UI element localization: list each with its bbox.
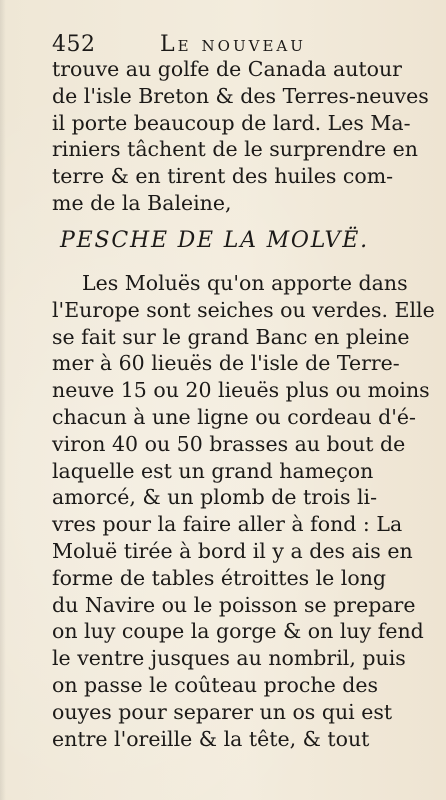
text-line: de l'isle Breton & des Terres-neuves: [52, 83, 429, 108]
text-line: mer à 60 lieuës de l'isle de Terre-: [52, 351, 400, 376]
text-line: forme de tables étroittes le long: [52, 565, 387, 590]
text-line: Moluë tirée à bord il y a des ais en: [52, 538, 413, 563]
page-gutter-shadow: [0, 0, 6, 800]
text-line: il porte beaucoup de lard. Les Ma-: [52, 110, 411, 135]
paragraph-1: [52, 56, 432, 217]
text-line: se fait sur le grand Banc en pleine: [52, 324, 410, 349]
text-line: laquelle est un grand hameçon: [52, 458, 374, 483]
text-line: vres pour la faire aller à fond : La: [52, 512, 403, 537]
text-line: trouve au golfe de Canada autour: [52, 57, 402, 81]
page-number: 452: [52, 32, 96, 57]
text-line: ouyes pour separer un os qui est: [52, 699, 393, 724]
text-line: du Navire ou le poisson se prepare: [52, 592, 416, 617]
text-line: le ventre jusques au nombril, puis: [52, 646, 406, 671]
text-line: terre & en tirent des huiles com-: [52, 164, 394, 189]
text-line: viron 40 ou 50 brasses au bout de: [52, 431, 406, 456]
text-line: on luy coupe la gorge & on luy fend: [52, 619, 424, 644]
text-line: neuve 15 ou 20 lieuës plus ou moins: [52, 378, 430, 403]
section-heading: PESCHE DE LA MOLVË.: [60, 228, 369, 253]
text-line: on passe le coûteau proche des: [52, 672, 379, 697]
text-line: l'Europe sont seiches ou verdes. Elle: [52, 297, 435, 322]
text-line: riniers tâchent de le surprendre en: [52, 137, 418, 162]
text-line: Les Moluës qu'on apporte dans: [82, 271, 408, 295]
text-line: entre l'oreille & la tête, & tout: [52, 726, 370, 751]
text-line: chacun à une ligne ou cordeau d'é-: [52, 404, 416, 429]
running-title: Le nouveau: [160, 32, 306, 57]
text-line: amorcé, & un plomb de trois li-: [52, 485, 378, 510]
paragraph-2: [52, 270, 435, 752]
text-line: me de la Baleine,: [52, 190, 232, 215]
